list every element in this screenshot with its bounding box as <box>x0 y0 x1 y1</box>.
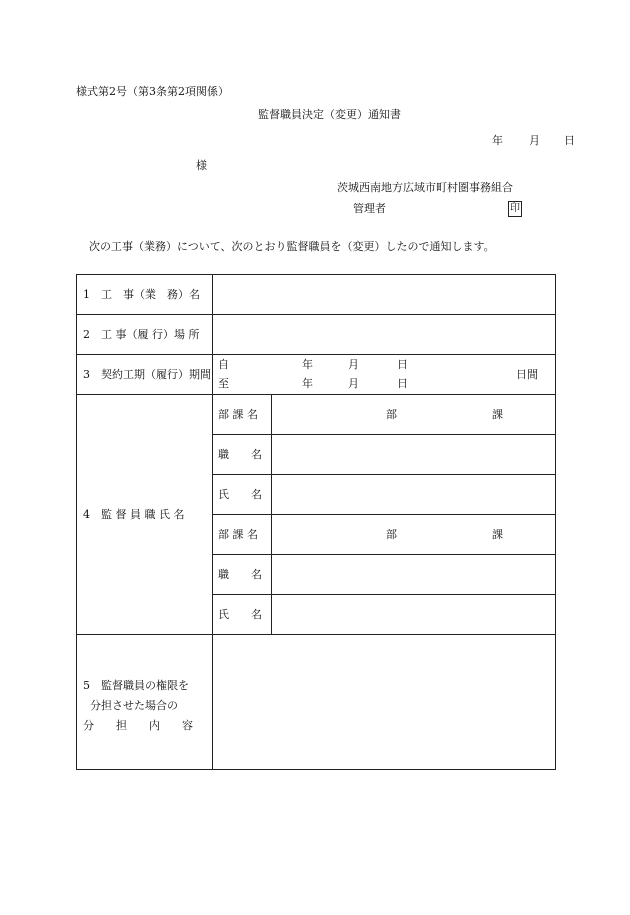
issuer-role: 管理者 <box>353 202 386 215</box>
construction-name-value[interactable] <box>214 276 554 313</box>
date-day: 日 <box>564 134 575 147</box>
document-title: 監督職員決定（変更）通知書 <box>258 108 401 121</box>
construction-place-value[interactable] <box>214 316 554 353</box>
form-number: 様式第2号（第3条第2項関係） <box>76 85 229 98</box>
issuer-organization: 茨城西南地方広域市町村圏事務組合 <box>337 181 513 194</box>
period-from-year: 年 <box>302 358 313 371</box>
supervisor2-dept-label: 部 課 名 <box>218 528 258 541</box>
period-days-label: 日間 <box>516 368 538 381</box>
supervisor1-post-value[interactable] <box>273 436 554 473</box>
period-to-day: 日 <box>397 377 408 390</box>
supervisor2-name-label: 氏 名 <box>218 608 262 621</box>
intro-text: 次の工事（業務）について、次のとおり監督職員を（変更）したので通知します。 <box>89 240 495 253</box>
seal-mark: 印 <box>508 201 522 217</box>
supervisor1-name-label: 氏 名 <box>218 488 262 501</box>
period-from-label: 自 <box>218 358 229 371</box>
supervisor1-dept-bu: 部 <box>386 408 397 421</box>
row-authority-label-line1: 5 監督職員の権限を <box>83 679 189 692</box>
period-to-label: 至 <box>218 377 229 390</box>
row-authority-label-line3: 分 担 内 容 <box>83 719 193 732</box>
row-period-label: 3 契約工期（履行）期間 <box>83 368 211 381</box>
date-year: 年 <box>492 134 503 147</box>
supervisor2-name-value[interactable] <box>273 596 554 633</box>
recipient-suffix: 様 <box>196 159 207 172</box>
row-construction-name-label: 1 工 事（業 務）名 <box>83 288 200 301</box>
row-authority-label-line2: 分担させた場合の <box>90 699 178 712</box>
authority-content-value[interactable] <box>214 636 554 768</box>
supervisor1-post-label: 職 名 <box>218 448 262 461</box>
supervisor2-dept-bu: 部 <box>386 528 397 541</box>
period-to-year: 年 <box>302 377 313 390</box>
period-from-month: 月 <box>348 358 359 371</box>
supervisor2-post-label: 職 名 <box>218 568 262 581</box>
date-month: 月 <box>529 134 540 147</box>
supervisor2-dept-ka: 課 <box>492 528 503 541</box>
period-to-month: 月 <box>348 377 359 390</box>
row-construction-place-label: 2 工 事（履 行）場 所 <box>83 328 200 341</box>
supervisor1-dept-label: 部 課 名 <box>218 408 258 421</box>
supervisor2-post-value[interactable] <box>273 556 554 593</box>
row-supervisor-label: 4 監 督 員 職 氏 名 <box>83 508 185 521</box>
period-from-day: 日 <box>397 358 408 371</box>
supervisor1-name-value[interactable] <box>273 476 554 513</box>
supervisor1-dept-ka: 課 <box>492 408 503 421</box>
